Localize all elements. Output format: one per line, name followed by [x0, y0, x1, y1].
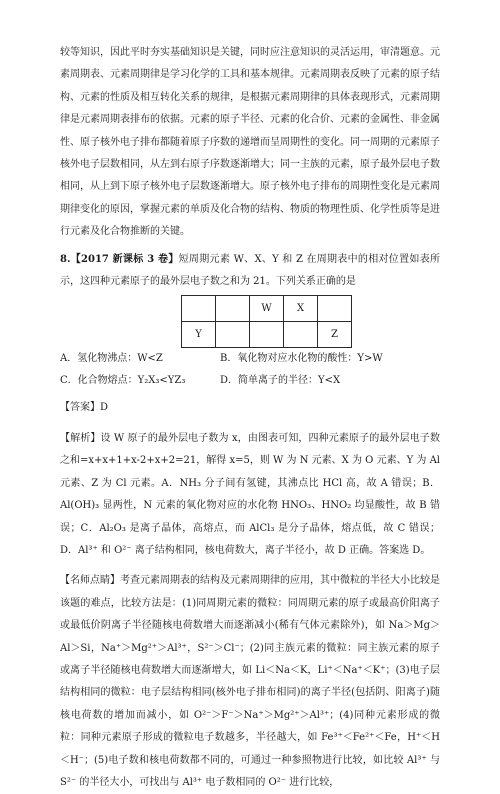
question-stem [60, 249, 440, 294]
table-cell [216, 322, 250, 348]
table-cell: X [284, 296, 318, 322]
table-cell: Y [182, 322, 216, 348]
table-cell [250, 322, 284, 348]
question-stem-text: 短周期元素 W、X、Y 和 Z 在周期表中的相对位置如表所示，这四种元素原子的最外层电子数之和为 21。下列关系正确的是 [60, 253, 440, 288]
periodic-position-table [181, 295, 352, 348]
intro-paragraph: 较等知识，因此平时夯实基础知识是关键，同时应注意知识的灵活运用，审清题意。元素周期表、元素周期律是学习化学的工具和基本规律。元素周期表反映了元素的原子结构、元素的性质及相互转化关系的规律，是根据元素周期律的具体表现形式，元素周期律是元素周期表排布的依据。元素的原子半径、元素的化合价、元素的金属性、非金属性、原子核外电子排布都随着原子序数的递增而呈周期性的变化。同一周期的元素原子核外电子层数相同，从左到右原子序数逐渐增大；同一主族的元素，原子最外层电子数相同，从上到下原子核外电子层数逐渐增大。原子核外电子排布的周期性变化是元素周期律变化的原因，掌握元素的单质及化合物的结构、物质的物理性质、化学性质等是进行元素及化合物推断的关键。 [60, 47, 440, 238]
table-row [182, 322, 352, 348]
options-row [60, 370, 440, 392]
answer-line: 【答案】D [60, 402, 109, 414]
question-number-source: 8.【2017 新课标 3 卷】 [60, 253, 179, 265]
option-b: B．氧化物对应水化物的酸性：Y>W [220, 353, 383, 365]
table-cell: W [250, 296, 284, 322]
option-c: C．化合物熔点：Y₂X₃<YZ₃ [60, 375, 186, 387]
tip-paragraph: 【名师点睛】考查元素周期表的结构及元素周期律的应用，其中微粒的半径大小比较是该题的难点，比较方法是：(1)同周期元素的微粒：同周期元素的原子或最高价阳离子或最低价阴离子半径随核电荷数增大而逐渐减小(稀有气体元素除外)，如 Na＞Mg＞Al＞Si，Na⁺＞Mg²⁺＞Al³⁺，S²⁻＞Cl⁻；(2)同主族元素的微粒：同主族元素的原子或离子半径随核电荷数增大而逐渐增大，如 Li＜Na＜K，Li⁺＜Na⁺＜K⁺；(3)电子层结构相同的微粒：电子层结构相同(核外电子排布相同)的离子半径(包括阴、阳离子)随核电荷数的增加而减小，如 O²⁻＞F⁻＞Na⁺＞Mg²⁺＞Al³⁺；(4)同种元素形成的微粒：同种元素原子形成的微粒电子数越多，半径越大，如 Fe³⁺＜Fe²⁺＜Fe，H⁺＜H＜H⁻；(5)电子数和核电荷数都不同的，可通过一种参照物进行比较，如比较 Al³⁺ 与 S²⁻ 的半径大小，可找出与 Al³⁺ 电子数相同的 O²⁻ 进行比较， [60, 575, 440, 788]
table-cell [216, 296, 250, 322]
analysis-paragraph: 【解析】设 W 原子的最外层电子数为 x，由图表可知，四种元素原子的最外层电子数之和=x+x+1+x-2+x+2=21，解得 x=5，则 W 为 N 元素、X 为 O 元素、Y 为 Al 元素、Z 为 Cl 元素。A．NH₃ 分子间有氢键，其沸点比 HCl 高，故 A 错误；B．Al(OH)₃ 显两性，N 元素的氧化物对应的水化物 HNO₃、HNO₂ 均显酸性，故 B 错误；C．Al₂O₃ 是离子晶体，高熔点，而 AlCl₃ 是分子晶体，熔点低，故 C 错误；D．Al³⁺ 和 O²⁻ 离子结构相同，核电荷数大，离子半径小，故 D 正确。答案选 D。 [60, 432, 440, 556]
table-cell: Z [318, 322, 352, 348]
table-cell [318, 296, 352, 322]
options-row [60, 348, 440, 370]
option-a: A．氢化物沸点：W<Z [60, 353, 163, 365]
table-cell [284, 322, 318, 348]
option-d: D．简单离子的半径：Y<X [220, 375, 341, 387]
table-row [182, 296, 352, 322]
table-cell [182, 296, 216, 322]
